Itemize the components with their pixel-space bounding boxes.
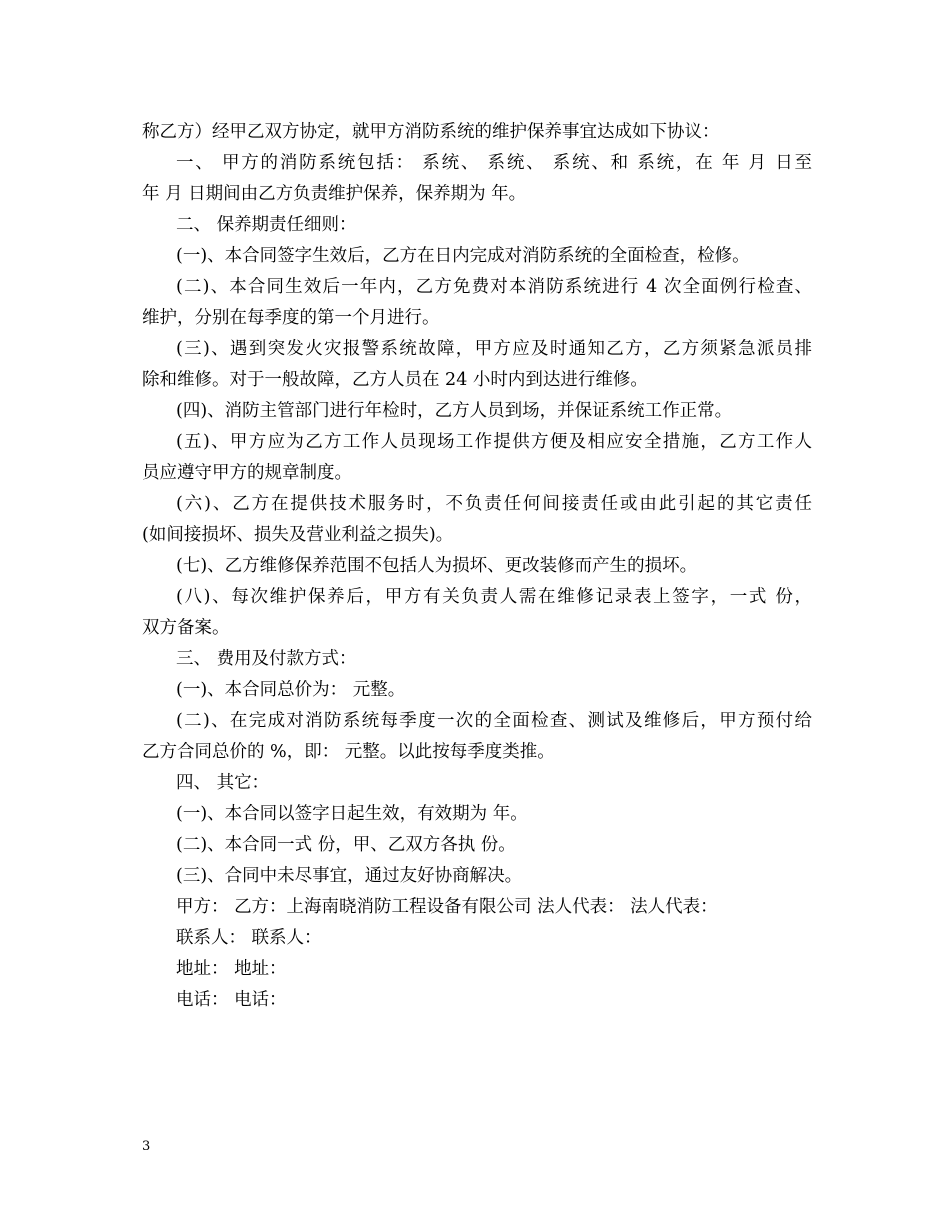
text-line: (一)、本合同签字生效后，乙方在日内完成对消防系统的全面检查，检修。 (176, 246, 750, 266)
section-heading: 二、 保养期责任细则： (176, 215, 357, 235)
text-line: (二)、在完成对消防系统每季度一次的全面检查、测试及维修后，甲方预付给 (176, 711, 812, 731)
telephones: 电话： 电话： (176, 990, 287, 1010)
text-line: (四)、消防主管部门进行年检时，乙方人员到场，并保证系统工作正常。 (176, 401, 733, 421)
addresses: 地址： 地址： (176, 959, 287, 979)
text-line: 年 月 日期间由乙方负责维护保养，保养期为 年。 (142, 184, 527, 204)
text-line: (三)、合同中未尽事宜，通过友好协商解决。 (176, 866, 523, 886)
text-line: 乙方合同总价的 %，即： 元整。以此按每季度类推。 (142, 742, 555, 762)
text-line: 双方备案。 (142, 618, 230, 638)
section-heading: 三、 费用及付款方式： (176, 649, 357, 669)
text-line: 维护，分别在每季度的第一个月进行。 (142, 308, 440, 328)
text-line: 一、 甲方的消防系统包括： 系统、 系统、 系统、和 系统，在 年 月 日至 (176, 153, 812, 173)
text-line: 员应遵守甲方的规章制度。 (142, 463, 352, 483)
text-line: 除和维修。对于一般故障，乙方人员在 24 小时内到达进行维修。 (142, 370, 648, 390)
text-line: (六)、乙方在提供技术服务时，不负责任何间接责任或由此引起的其它责任 (176, 494, 812, 514)
contract-body (142, 117, 812, 1016)
text-line: (七)、乙方维修保养范围不包括人为损坏、更改装修而产生的损坏。 (176, 556, 698, 576)
text-line: (八)、每次维护保养后，甲方有关负责人需在维修记录表上签字，一式 份， (176, 587, 812, 607)
page-number: 3 (142, 1139, 151, 1154)
text-line: (二)、本合同生效后一年内，乙方免费对本消防系统进行 4 次全面例行检查、 (176, 277, 812, 297)
section-heading: 四、 其它： (176, 773, 270, 793)
contact-persons: 联系人： 联系人： (176, 928, 322, 948)
text-line: (一)、本合同总价为： 元整。 (176, 680, 406, 700)
text-line: (三)、遇到突发火灾报警系统故障，甲方应及时通知乙方，乙方须紧急派员排 (176, 339, 812, 359)
text-line: (五)、甲方应为乙方工作人员现场工作提供方便及相应安全措施，乙方工作人 (176, 432, 812, 452)
text-line: 称乙方）经甲乙双方协定，就甲方消防系统的维护保养事宜达成如下协议： (142, 122, 720, 142)
text-line: (二)、本合同一式 份，甲、乙双方各执 份。 (176, 835, 516, 855)
signature-parties: 甲方： 乙方：上海南晓消防工程设备有限公司 法人代表： 法人代表： (176, 897, 718, 917)
text-line: (一)、本合同以签字日起生效，有效期为 年。 (176, 804, 528, 824)
text-line: (如间接损坏、损失及营业利益之损失)。 (142, 525, 454, 545)
